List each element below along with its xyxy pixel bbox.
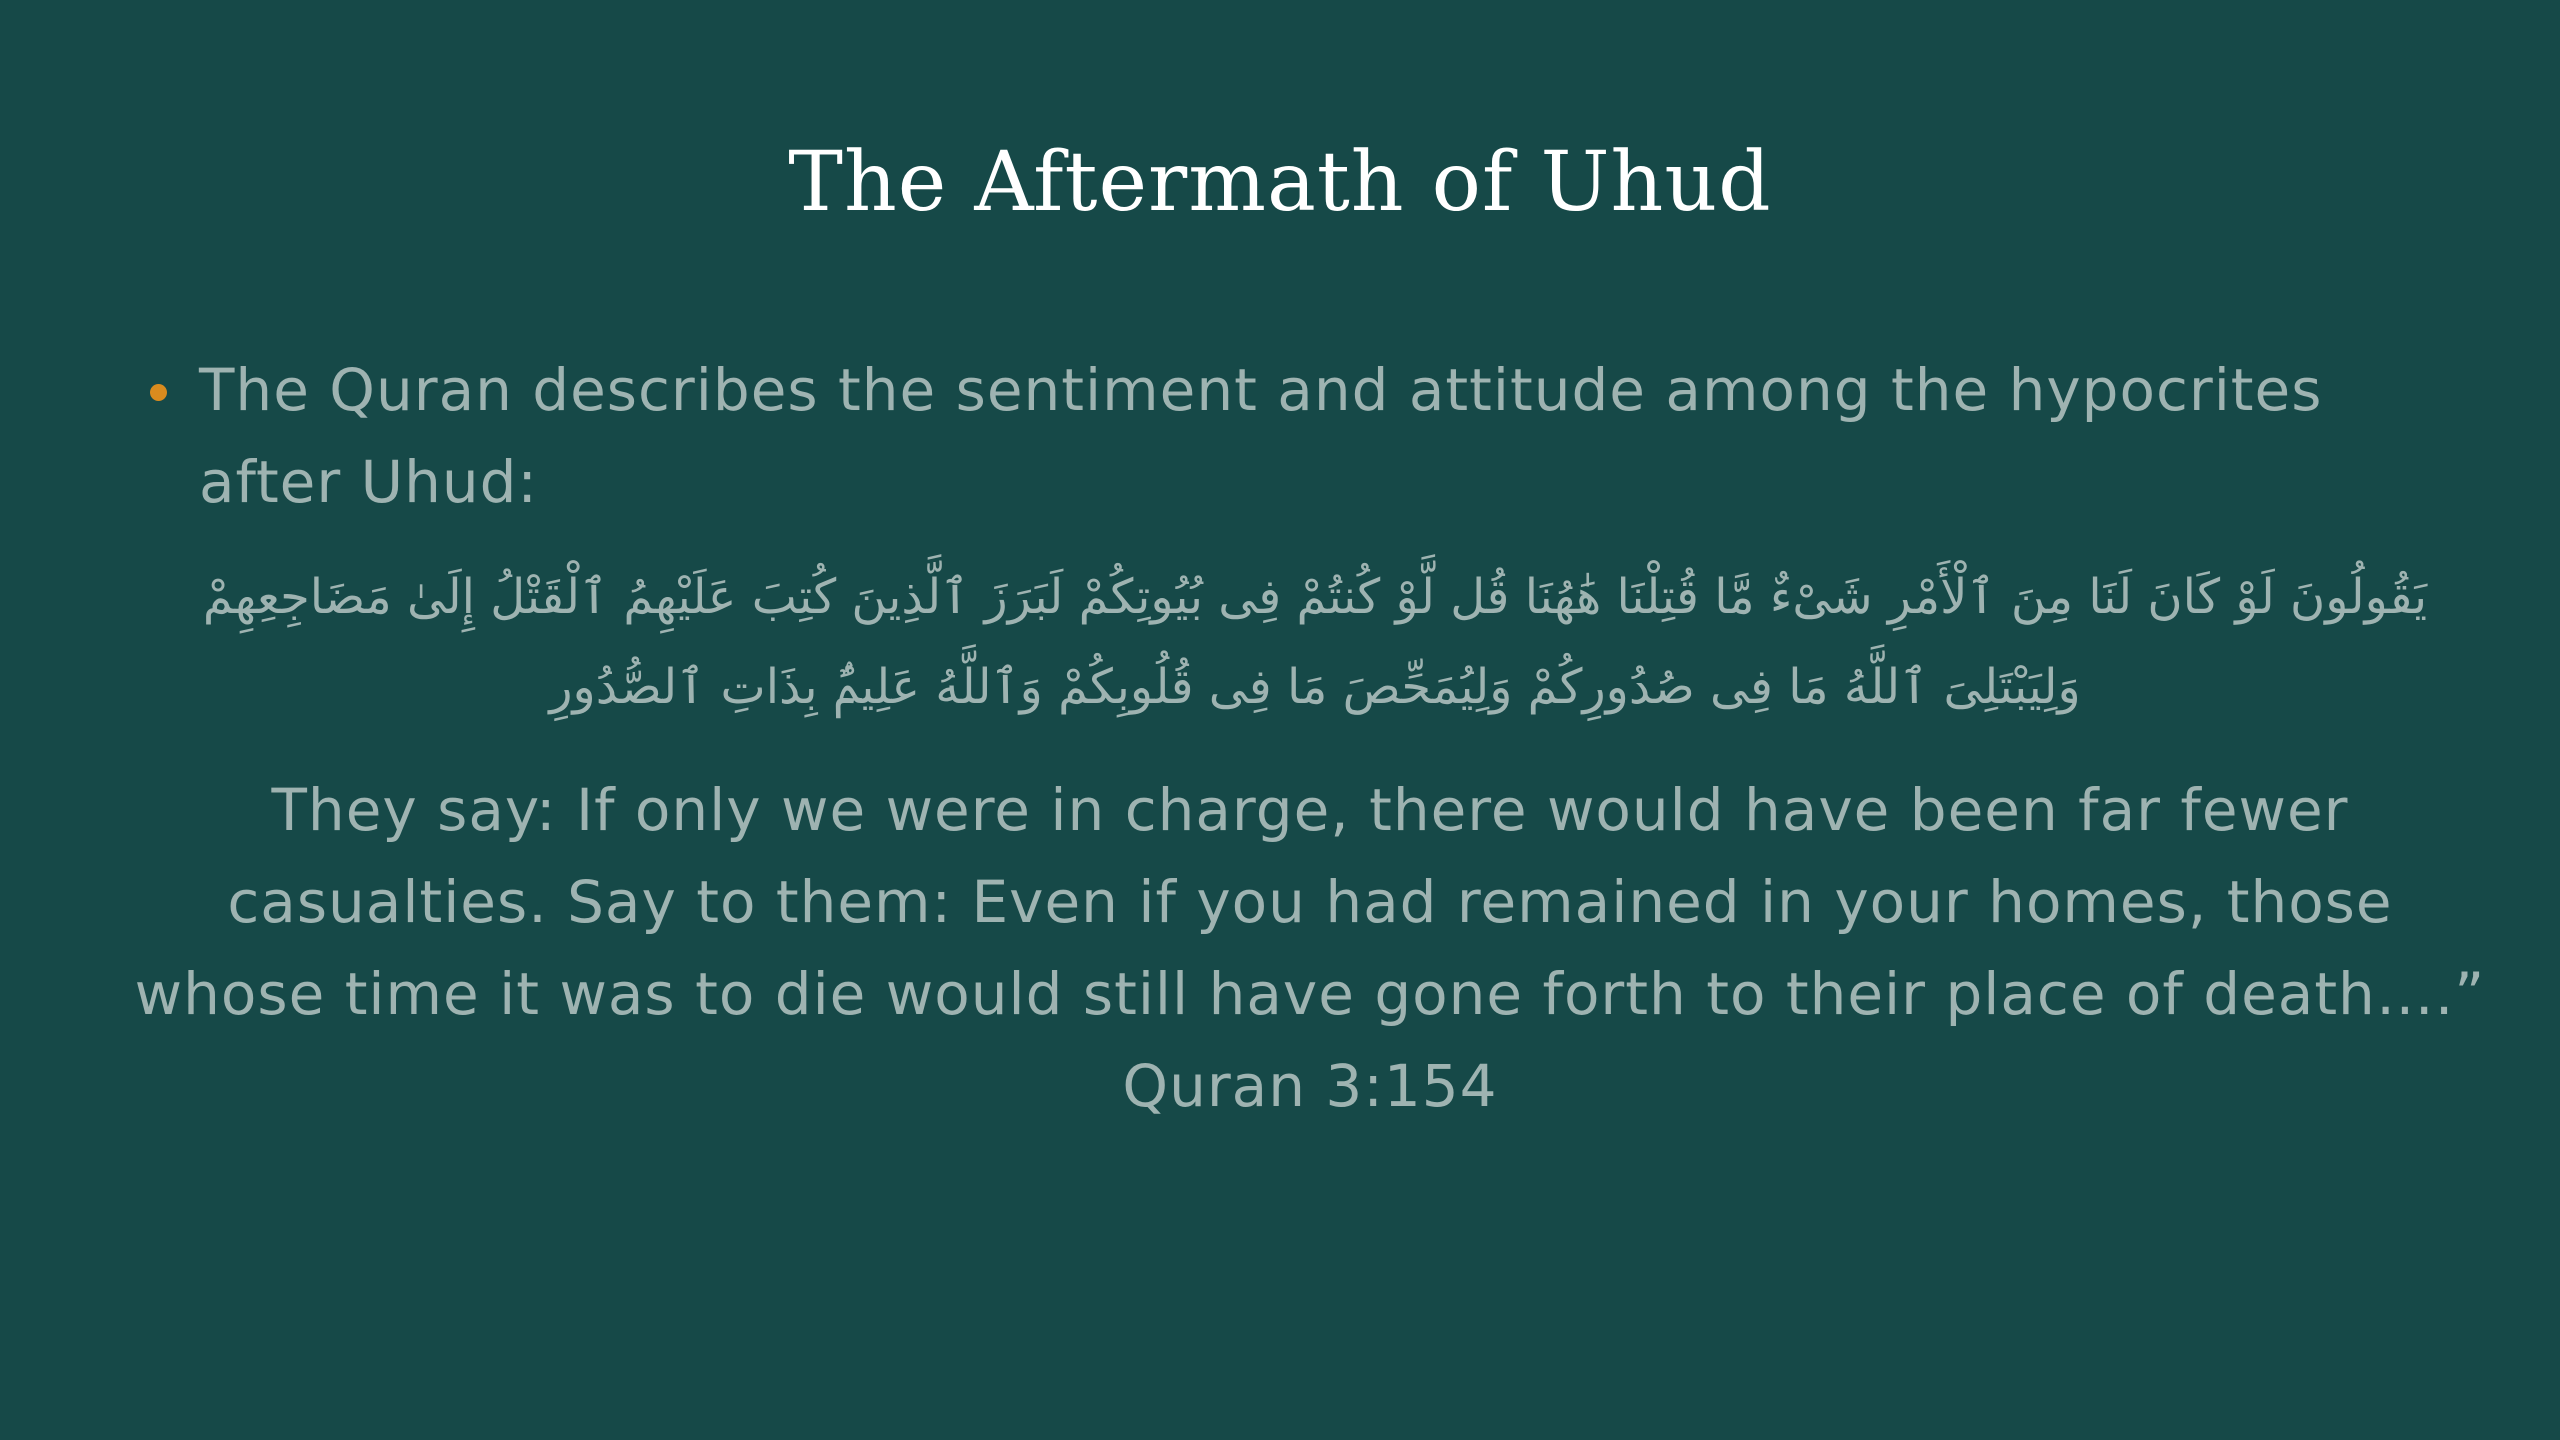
bullet-dot-icon	[150, 384, 167, 401]
verse-translation: They say: If only we were in charge, there would have been far fewer casualties. Say to them: Even if you had remained in your homes, those whose time it was to die would still have gone forth to their place of death….” Quran 3:154	[134, 776, 2486, 1120]
arabic-verse: يَقُولُونَ لَوْ كَانَ لَنَا مِنَ ٱلْأَمْرِ شَىْءٌ مَّا قُتِلْنَا هَٰهُنَا قُل لَّوْ كُنتُمْ فِى بُيُوتِكُمْ لَبَرَزَ ٱلَّذِينَ كُتِبَ عَلَيْهِمُ ٱلْقَتْلُ إِلَىٰ مَضَاجِعِهِمْ وَلِيَبْتَلِىَ ٱللَّهُ مَا فِى صُدُورِكُمْ وَلِيُمَحِّصَ مَا فِى قُلُوبِكُمْ وَٱللَّهُ عَلِيمٌۢ بِذَاتِ ٱلصُّدُورِ	[202, 569, 2428, 715]
bullet-item	[150, 344, 2470, 528]
bullet-text: The Quran describes the sentiment and attitude among the hypocrites after Uhud:	[199, 356, 2323, 516]
slide-title: The Aftermath of Uhud	[788, 135, 1772, 230]
